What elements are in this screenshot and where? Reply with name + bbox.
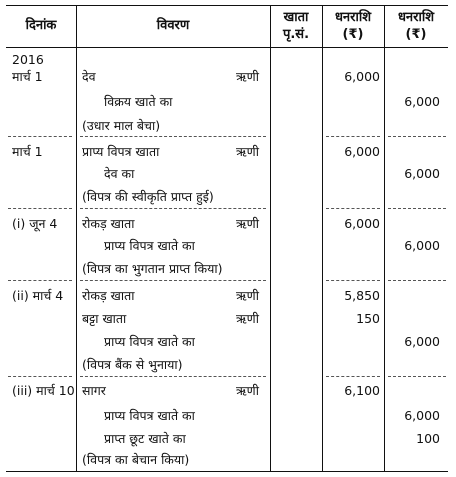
table-top-border — [6, 5, 448, 6]
entry-separator — [8, 136, 72, 137]
entry-separator — [326, 136, 380, 137]
debit-account: सागर — [82, 383, 106, 398]
debit-amount: 6,000 — [344, 216, 380, 231]
entry-separator — [80, 208, 266, 209]
header-date: दिनांक — [25, 18, 57, 33]
credit-account: प्राप्य विपत्र खाते का — [104, 408, 195, 423]
debit-amount: 6,100 — [344, 383, 380, 398]
header-bottom-border — [6, 47, 448, 48]
entry-date: (i) जून 4 — [12, 216, 58, 231]
entry-separator — [8, 376, 72, 377]
debit-account: बट्टा खाता — [82, 311, 127, 326]
entry-separator — [388, 136, 446, 137]
debit-account: प्राप्य विपत्र खाता — [82, 144, 160, 159]
header-debit-line1: धनराशि — [334, 10, 372, 25]
narration: (उधार माल बेचा) — [82, 118, 161, 133]
entry-date-year: 2016 — [12, 52, 44, 67]
entry-separator — [388, 280, 446, 281]
column-divider-date — [76, 5, 77, 471]
narration: (विपत्र की स्वीकृति प्राप्त हुई) — [82, 189, 214, 204]
credit-account: प्राप्य विपत्र खाते का — [104, 334, 195, 349]
entry-separator — [80, 376, 266, 377]
table-bottom-border — [6, 471, 448, 472]
header-debit-line2: (₹) — [342, 27, 364, 42]
debit-amount: 6,000 — [344, 144, 380, 159]
header-credit-line2: (₹) — [405, 27, 427, 42]
debit-account: देव — [82, 69, 96, 84]
entry-date: मार्च 1 — [12, 69, 43, 84]
entry-separator — [388, 376, 446, 377]
debit-amount: 6,000 — [344, 69, 380, 84]
debit-account: रोकड़ खाता — [82, 288, 135, 303]
entry-date: (iii) मार्च 10 — [12, 383, 75, 398]
credit-amount: 100 — [416, 431, 440, 446]
header-credit-line1: धनराशि — [397, 10, 435, 25]
narration: (विपत्र का भुगतान प्राप्त किया) — [82, 261, 223, 276]
header-particulars: विवरण — [156, 18, 190, 33]
entry-separator — [8, 280, 72, 281]
narration: (विपत्र बैंक से भुनाया) — [82, 357, 183, 372]
header-lf-line2: पृ.सं. — [282, 27, 310, 42]
credit-amount: 6,000 — [404, 238, 440, 253]
dr-marker: ऋणी — [236, 311, 259, 326]
credit-amount: 6,000 — [404, 334, 440, 349]
credit-account: प्राप्त छूट खाते का — [104, 431, 186, 446]
narration: (विपत्र का बेचान किया) — [82, 452, 190, 467]
dr-marker: ऋणी — [236, 69, 259, 84]
debit-amount: 150 — [356, 311, 380, 326]
credit-account: विक्रय खाते का — [104, 94, 173, 109]
entry-separator — [80, 280, 266, 281]
credit-amount: 6,000 — [404, 94, 440, 109]
credit-account: प्राप्य विपत्र खाते का — [104, 238, 195, 253]
credit-amount: 6,000 — [404, 166, 440, 181]
debit-amount: 5,850 — [344, 288, 380, 303]
entry-date: (ii) मार्च 4 — [12, 288, 64, 303]
column-divider-particulars — [270, 5, 271, 471]
debit-account: रोकड़ खाता — [82, 216, 135, 231]
entry-separator — [326, 280, 380, 281]
credit-account: देव का — [104, 166, 135, 181]
dr-marker: ऋणी — [236, 216, 259, 231]
entry-separator — [388, 208, 446, 209]
dr-marker: ऋणी — [236, 144, 259, 159]
entry-separator — [326, 208, 380, 209]
header-lf-line1: खाता — [283, 10, 309, 25]
dr-marker: ऋणी — [236, 288, 259, 303]
entry-separator — [326, 376, 380, 377]
entry-separator — [80, 136, 266, 137]
entry-date: मार्च 1 — [12, 144, 43, 159]
credit-amount: 6,000 — [404, 408, 440, 423]
entry-separator — [8, 208, 72, 209]
dr-marker: ऋणी — [236, 383, 259, 398]
